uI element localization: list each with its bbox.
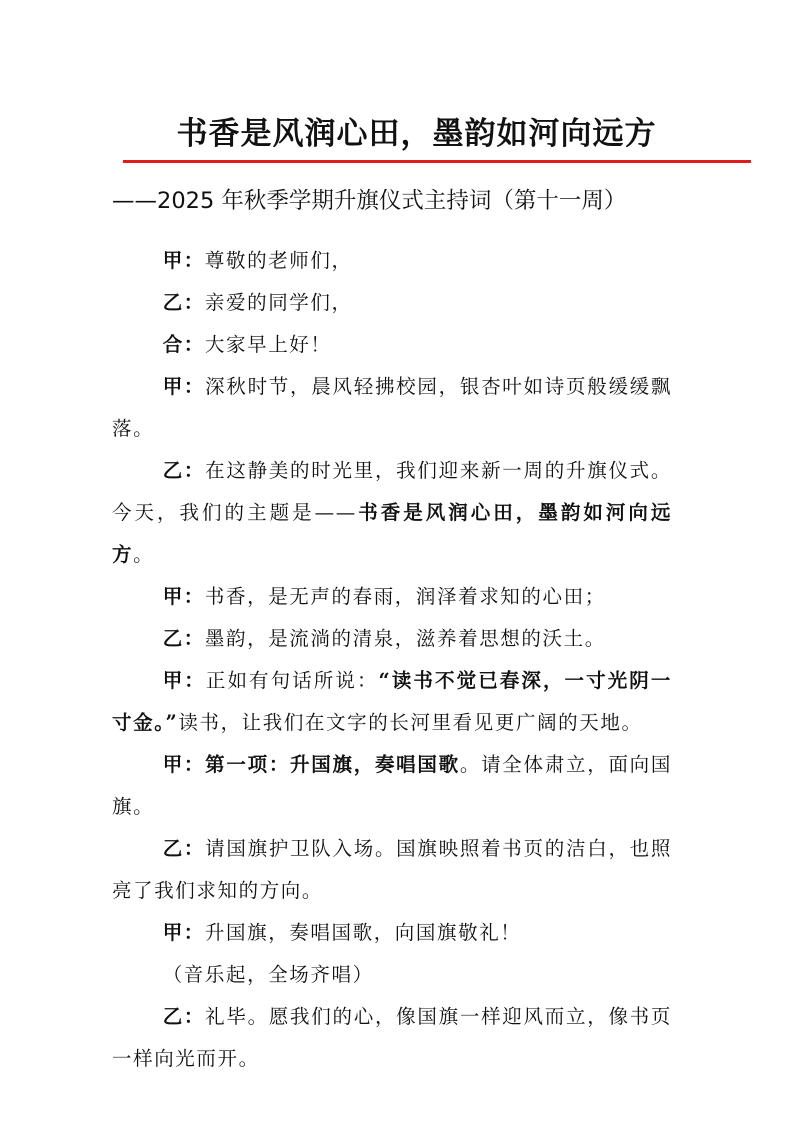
bold-text: 合： xyxy=(162,333,205,356)
text-segment: 读书，让我们在文字的长河里看见更广阔的天地。 xyxy=(178,711,643,734)
text-segment: 。 xyxy=(133,543,155,566)
script-paragraph xyxy=(112,282,672,324)
bold-text: 乙： xyxy=(162,459,206,482)
script-paragraph xyxy=(112,954,672,996)
text-segment: 在这静美的时光里，我们迎来新一周的升旗仪式。今天，我们的主题是—— xyxy=(112,459,672,524)
text-segment: 。请全体肃立，面向国旗。 xyxy=(112,753,672,818)
document-subtitle: ——2025 年秋季学期升旗仪式主持词（第十一周） xyxy=(112,188,627,214)
text-segment: 升国旗，奏唱国歌，向国旗敬礼！ xyxy=(204,921,522,944)
script-paragraph xyxy=(112,660,672,744)
script-paragraph xyxy=(112,324,672,366)
bold-text: 甲： xyxy=(162,249,205,272)
script-paragraph xyxy=(112,576,672,618)
bold-text: 甲： xyxy=(162,753,206,776)
bold-text: 甲： xyxy=(162,669,206,692)
bold-text: 第一项：升国旗，奏唱国歌 xyxy=(205,753,460,776)
bold-text: 乙： xyxy=(162,291,205,314)
text-segment: 大家早上好！ xyxy=(204,333,332,356)
bold-text: 甲： xyxy=(162,921,205,944)
bold-text: 书香是风润心田，墨韵如河向远方 xyxy=(112,501,672,566)
bold-text: 乙： xyxy=(162,627,205,650)
text-segment: 礼毕。愿我们的心，像国旗一样迎风而立，像书页一样向光而开。 xyxy=(112,1005,672,1070)
script-paragraph xyxy=(112,828,672,912)
script-paragraph xyxy=(112,240,672,282)
script-paragraph xyxy=(112,744,672,828)
text-segment: 正如有句话所说： xyxy=(205,669,379,692)
bold-text: 乙： xyxy=(162,1005,206,1028)
script-paragraph xyxy=(112,618,672,660)
title-divider xyxy=(123,160,751,163)
script-paragraph xyxy=(112,912,672,954)
text-segment: 墨韵，是流淌的清泉，滋养着思想的沃土。 xyxy=(204,627,606,650)
text-segment: 书香，是无声的春雨，润泽着求知的心田； xyxy=(204,585,606,608)
script-paragraph xyxy=(112,996,672,1080)
script-paragraph xyxy=(112,366,672,450)
bold-text: 甲： xyxy=(162,585,205,608)
document-title: 书香是风润心田，墨韵如河向远方 xyxy=(176,116,657,152)
text-segment: （音乐起，全场齐唱） xyxy=(162,963,374,986)
text-segment: 亲爱的同学们， xyxy=(204,291,353,314)
script-paragraph xyxy=(112,450,672,576)
text-segment: 尊敬的老师们， xyxy=(204,249,353,272)
bold-text: 甲： xyxy=(162,375,206,398)
bold-text: 乙： xyxy=(162,837,206,860)
document-body xyxy=(112,240,672,1080)
bold-text: “读书不觉已春深，一寸光阴一寸金。” xyxy=(112,669,672,734)
text-segment: 请国旗护卫队入场。国旗映照着书页的洁白，也照亮了我们求知的方向。 xyxy=(112,837,672,902)
text-segment: 深秋时节，晨风轻拂校园，银杏叶如诗页般缓缓飘落。 xyxy=(112,375,672,440)
